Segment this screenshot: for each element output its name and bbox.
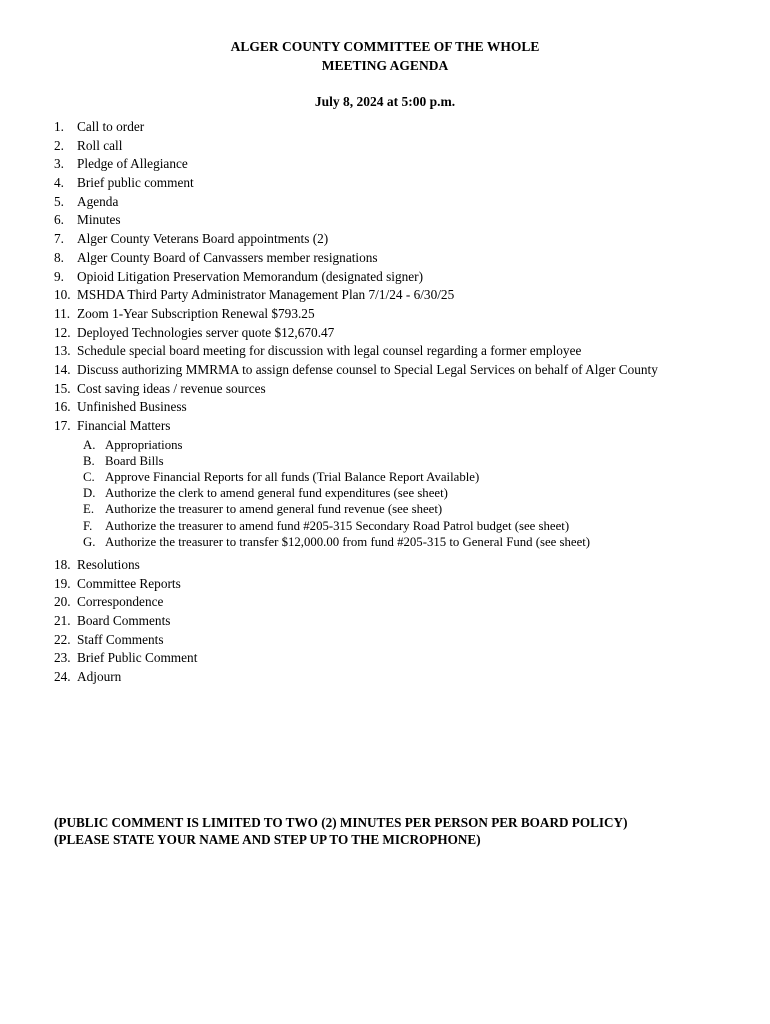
agenda-item-text: Schedule special board meeting for discussion with legal counsel regarding a former employee xyxy=(77,343,582,359)
meeting-date: July 8, 2024 at 5:00 p.m. xyxy=(314,94,456,109)
agenda-item-number: 2. xyxy=(54,137,64,153)
agenda-item xyxy=(54,398,754,417)
subitem-text: Authorize the treasurer to amend general fund revenue (see sheet) xyxy=(105,502,443,517)
agenda-item xyxy=(54,649,754,668)
agenda-item-number: 5. xyxy=(54,193,64,209)
subitem-text: Approve Financial Reports for all funds (Trial Balance Report Available) xyxy=(105,470,480,485)
agenda-item xyxy=(54,417,754,436)
agenda-item-number: 12. xyxy=(54,324,71,340)
agenda-item-text: Unfinished Business xyxy=(77,399,187,415)
agenda-list xyxy=(54,118,754,687)
agenda-item-number: 6. xyxy=(54,212,64,228)
financial-matters-sublist xyxy=(83,437,754,550)
agenda-item xyxy=(54,305,754,324)
subitem-text: Authorize the treasurer to transfer $12,000.00 from fund #205-315 to General Fund (see sheet) xyxy=(105,534,591,549)
financial-matters-item xyxy=(83,437,754,453)
agenda-item-text: Discuss authorizing MMRMA to assign defense counsel to Special Legal Services on behalf of Alger County xyxy=(77,361,658,377)
agenda-item-text: Brief public comment xyxy=(77,175,194,191)
subitem-text: Authorize the clerk to amend general fund expenditures (see sheet) xyxy=(105,486,448,501)
financial-matters-item xyxy=(83,453,754,469)
agenda-item xyxy=(54,137,754,156)
financial-matters-item xyxy=(83,501,754,517)
agenda-item-number: 7. xyxy=(54,231,64,247)
subitem-letter: D. xyxy=(83,486,96,501)
agenda-item xyxy=(54,361,754,380)
agenda-item-text: Alger County Veterans Board appointments (2) xyxy=(77,231,329,247)
agenda-item xyxy=(54,612,754,631)
agenda-item xyxy=(54,155,754,174)
agenda-item-text: Zoom 1-Year Subscription Renewal $793.25 xyxy=(77,305,315,321)
agenda-item-number: 17. xyxy=(54,418,71,433)
notice-line-time-limit: (PUBLIC COMMENT IS LIMITED TO TWO (2) MINUTES PER PERSON PER BOARD POLICY) xyxy=(54,815,628,830)
agenda-item-number: 11. xyxy=(54,305,71,321)
subitem-letter: F. xyxy=(83,518,93,533)
agenda-item xyxy=(54,380,754,399)
agenda-item-number: 8. xyxy=(54,249,64,265)
agenda-item-text: Correspondence xyxy=(77,594,164,610)
subitem-letter: B. xyxy=(83,453,95,468)
agenda-item-number: 1. xyxy=(54,119,64,134)
document-title: ALGER COUNTY COMMITTEE OF THE WHOLE xyxy=(230,39,540,54)
subitem-letter: C. xyxy=(83,470,95,485)
agenda-item-number: 13. xyxy=(54,343,71,359)
agenda-item-text: Staff Comments xyxy=(77,631,164,647)
agenda-item xyxy=(54,286,754,305)
agenda-item-text: Deployed Technologies server quote $12,670.47 xyxy=(77,324,335,340)
agenda-item-text: Opioid Litigation Preservation Memorandum (designated signer) xyxy=(77,268,424,284)
public-comment-notice xyxy=(54,814,627,848)
financial-matters-item xyxy=(83,469,754,485)
financial-matters-item xyxy=(83,485,754,501)
subitem-letter: A. xyxy=(83,437,96,452)
agenda-item xyxy=(54,174,754,193)
agenda-item xyxy=(54,193,754,212)
agenda-item-text: Resolutions xyxy=(77,557,140,572)
agenda-item xyxy=(54,249,754,268)
agenda-item-number: 18. xyxy=(54,557,71,572)
financial-matters-item xyxy=(83,534,754,550)
agenda-item-number: 23. xyxy=(54,650,71,666)
agenda-item-number: 4. xyxy=(54,175,64,191)
agenda-item-text: Call to order xyxy=(77,119,145,134)
agenda-item-number: 10. xyxy=(54,287,71,303)
agenda-item-number: 3. xyxy=(54,156,64,172)
agenda-item xyxy=(54,230,754,249)
subitem-text: Appropriations xyxy=(105,437,183,452)
agenda-item xyxy=(54,324,754,343)
subitem-text: Authorize the treasurer to amend fund #205-315 Secondary Road Patrol budget (see sheet) xyxy=(105,518,570,533)
agenda-item xyxy=(54,118,754,137)
agenda-item-text: Minutes xyxy=(77,212,121,228)
agenda-item-text: Brief Public Comment xyxy=(77,650,198,666)
agenda-item xyxy=(54,342,754,361)
financial-matters-item xyxy=(83,518,754,534)
notice-line-state-name: (PLEASE STATE YOUR NAME AND STEP UP TO THE MICROPHONE) xyxy=(54,832,481,847)
agenda-item xyxy=(54,575,754,594)
agenda-item-number: 16. xyxy=(54,399,71,415)
agenda-item-text: Alger County Board of Canvassers member resignations xyxy=(77,249,378,265)
agenda-item-number: 20. xyxy=(54,594,71,610)
subitem-letter: E. xyxy=(83,502,95,517)
agenda-item-number: 24. xyxy=(54,669,71,685)
document-subtitle: MEETING AGENDA xyxy=(321,58,449,73)
agenda-item xyxy=(54,211,754,230)
agenda-item-number: 19. xyxy=(54,575,71,591)
agenda-item-text: Financial Matters xyxy=(77,418,171,433)
agenda-item-text: Adjourn xyxy=(77,669,122,685)
agenda-item-text: Roll call xyxy=(77,137,123,153)
agenda-item xyxy=(54,593,754,612)
agenda-item xyxy=(54,268,754,287)
agenda-item xyxy=(54,668,754,687)
agenda-item-number: 9. xyxy=(54,268,64,284)
agenda-item xyxy=(54,556,754,575)
agenda-item-text: Agenda xyxy=(77,193,119,209)
agenda-item-number: 15. xyxy=(54,380,71,396)
agenda-item-number: 14. xyxy=(54,361,71,377)
agenda-item-text: MSHDA Third Party Administrator Management Plan 7/1/24 - 6/30/25 xyxy=(77,287,455,303)
agenda-item-number: 21. xyxy=(54,613,71,629)
agenda-item xyxy=(54,631,754,650)
subitem-text: Board Bills xyxy=(105,453,164,468)
agenda-item-text: Committee Reports xyxy=(77,575,181,591)
subitem-letter: G. xyxy=(83,534,96,549)
agenda-item-text: Pledge of Allegiance xyxy=(77,156,188,172)
agenda-item-number: 22. xyxy=(54,631,71,647)
agenda-item-text: Cost saving ideas / revenue sources xyxy=(77,380,266,396)
agenda-item-text: Board Comments xyxy=(77,613,171,629)
